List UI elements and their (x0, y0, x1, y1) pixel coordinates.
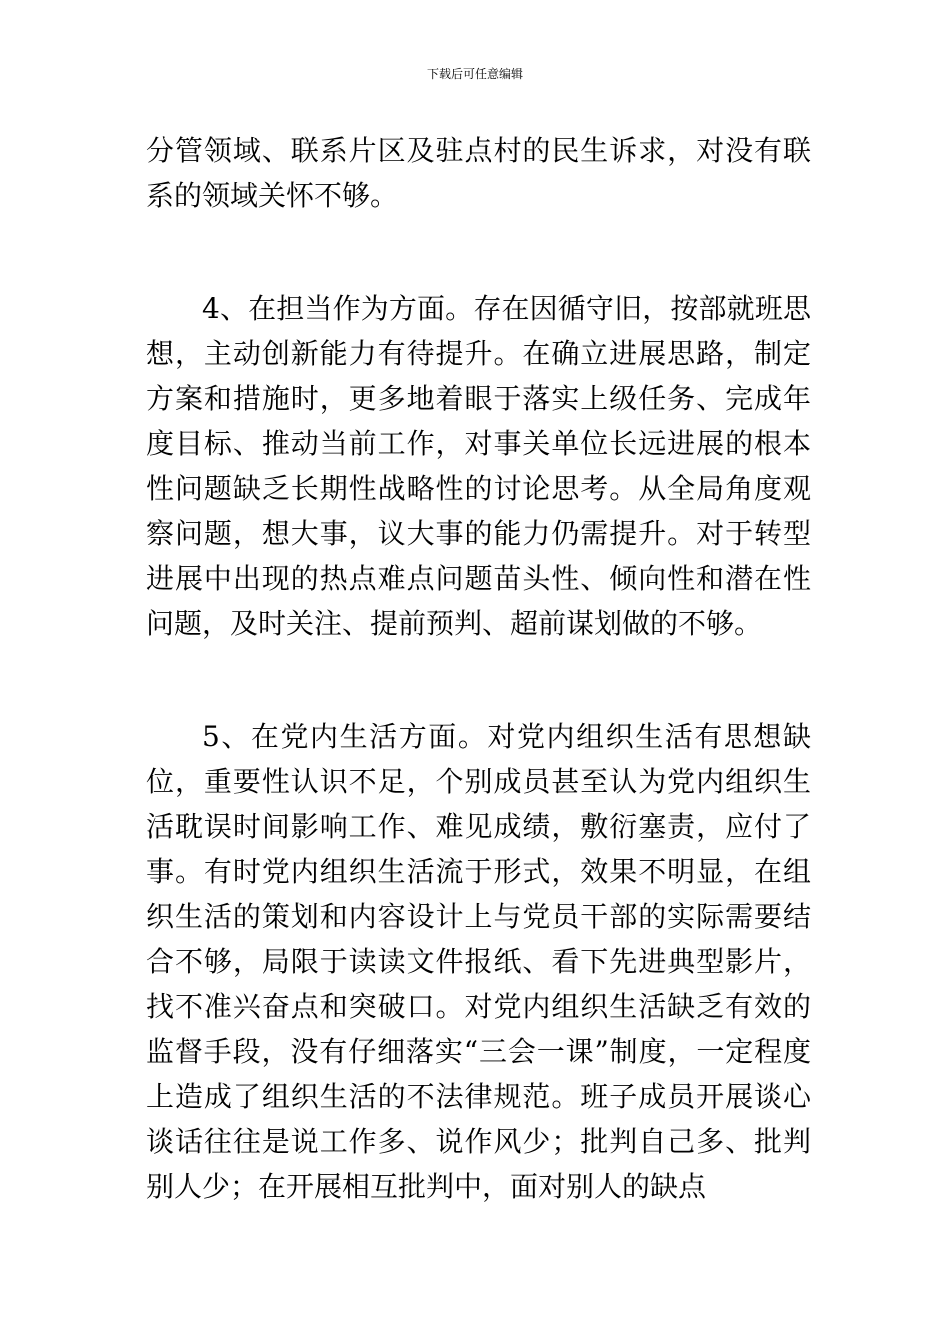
paragraph-gap (146, 218, 811, 286)
paragraph-continuation: 分管领域、联系片区及驻点村的民生诉求，对没有联系的领域关怀不够。 (146, 134, 811, 212)
paragraph-item-4: 4、在担当作为方面。存在因循守旧，按部就班思想，主动创新能力有待提升。在确立进展思路，制定方案和措施时，更多地着眼于落实上级任务、完成年度目标、推动当前工作，对事关单位长远进展的根本性问题缺乏长期性战略性的讨论思考。从全局角度观察问题，想大事，议大事的能力仍需提升。对于转型进展中出现的热点难点问题苗头性、倾向性和潜在性问题，及时关注、提前预判、超前谋划做的不够。 (146, 292, 811, 640)
document-body (146, 128, 811, 1209)
page-header-note: 下载后可任意编辑 (426, 67, 523, 81)
paragraph-gap (146, 646, 811, 714)
paragraph-item-5: 5、在党内生活方面。对党内组织生活有思想缺位，重要性认识不足，个别成员甚至认为党内组织生活耽误时间影响工作、难见成绩，敷衍塞责，应付了事。有时党内组织生活流于形式，效果不明显，在组织生活的策划和内容设计上与党员干部的实际需要结合不够，局限于读读文件报纸、看下先进典型影片，找不准兴奋点和突破口。对党内组织生活缺乏有效的监督手段，没有仔细落实“三会一课”制度，一定程度上造成了组织生活的不法律规范。班子成员开展谈心谈话往往是说工作多、说作风少；批判自己多、批判别人少；在开展相互批判中，面对别人的缺点 (146, 720, 811, 1203)
